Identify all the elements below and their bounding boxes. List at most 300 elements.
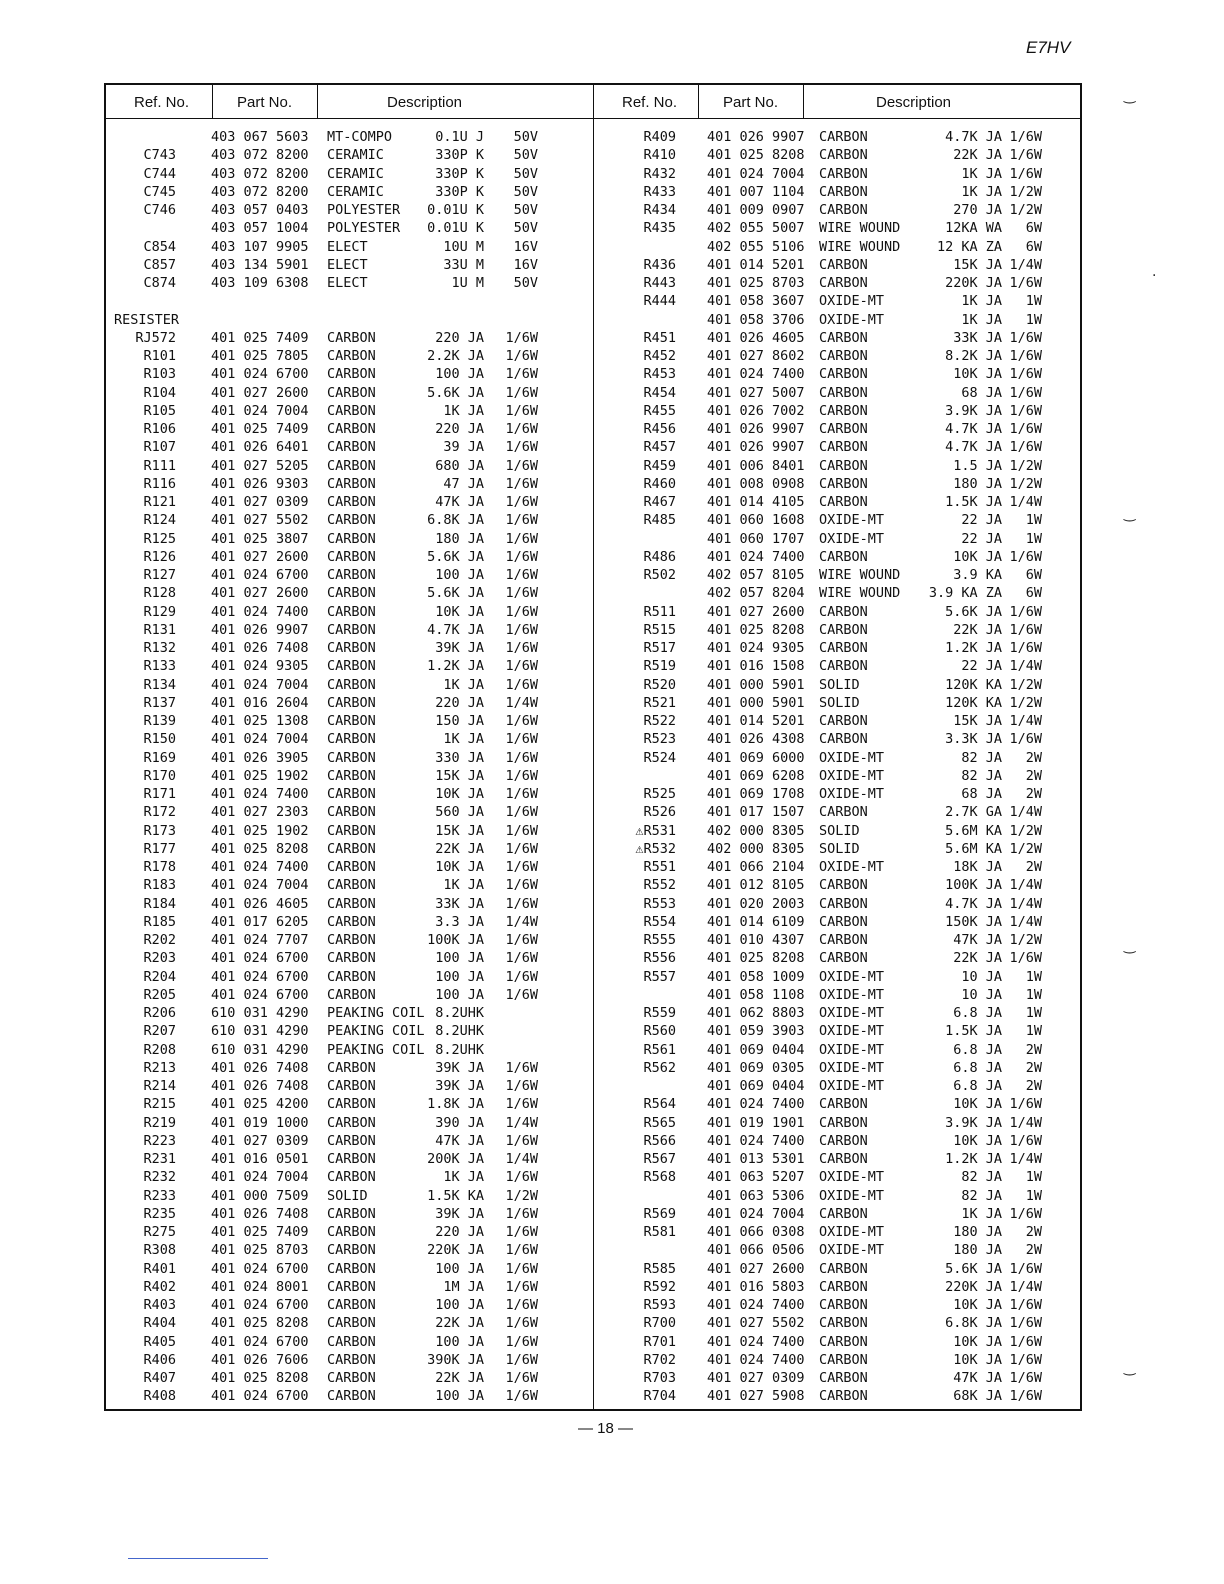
type: SOLID [819,822,860,839]
type: CARBON [819,950,868,967]
parts-row [622,895,1072,913]
part-no: 401 025 8208 [707,621,805,638]
parts-row [114,584,584,602]
part-no: 401 026 4605 [707,329,805,346]
parts-row [622,1351,1072,1369]
rating: 1/4W [1009,1278,1042,1295]
ref-no: C874 [143,275,176,291]
type: CARBON [819,1205,868,1222]
value: 330P K [435,147,484,164]
type: CARBON [819,1315,868,1332]
ref-no: RESISTER [114,311,180,328]
value: 10K JA [953,1297,1002,1313]
parts-row [622,165,1072,183]
part-no: 401 027 0309 [211,1132,309,1149]
ref-no: R443 [643,275,676,291]
part-no: 401 026 9907 [707,129,805,145]
parts-row [622,949,1072,967]
parts-row [622,1022,1072,1040]
parts-row [114,420,584,438]
value: 6.8 JA [953,1005,1002,1021]
part-no: 401 027 2600 [707,1260,805,1277]
value: 82 JA [961,1187,1002,1204]
header-divider [698,85,699,118]
value: 100 JA [435,567,484,583]
part-no: 401 019 1000 [211,1114,309,1131]
part-no: 401 025 1902 [211,767,309,784]
type: CARBON [327,786,376,802]
right-parts-rows [622,128,1072,1406]
rating: 1/2W [1009,694,1042,711]
ref-no: C854 [143,238,176,255]
part-no: 401 024 7004 [211,1169,309,1186]
value: 180 JA [953,1224,1002,1240]
part-no: 403 057 0403 [211,202,309,218]
value: 2.7K GA [945,804,1002,821]
type: CARBON [327,950,376,967]
ref-no: R125 [143,530,176,547]
rating: 50V [513,202,538,218]
value: 10K JA [953,548,1002,565]
part-no: 403 057 1004 [211,220,309,237]
ref-no: R703 [643,1370,676,1386]
ref-no: C743 [143,147,176,164]
value: 4.7K JA [945,129,1002,145]
ref-no: R208 [143,1041,176,1058]
rating: 1/6W [505,895,538,912]
type: CARBON [327,1242,376,1259]
ref-no: R402 [143,1278,176,1295]
type: CARBON [327,494,376,510]
part-no: 401 025 7805 [211,348,309,364]
parts-row [622,712,1072,730]
ref-no: R184 [143,895,176,912]
part-no: 401 026 7408 [211,1078,309,1094]
type: PEAKING COIL [327,1023,425,1040]
rating: 1/6W [505,767,538,784]
parts-row [622,183,1072,201]
value: 22K JA [435,1315,484,1332]
type: CARBON [327,530,376,547]
ref-no: R207 [143,1023,176,1040]
parts-row [114,511,584,529]
type: CARBON [819,256,868,273]
rating: 1/6W [1009,621,1042,638]
part-no: 402 055 5106 [707,238,805,255]
type: OXIDE-MT [819,1187,885,1204]
parts-row [114,822,584,840]
rating: 16V [513,256,538,273]
type: CARBON [819,457,868,474]
value: 150K JA [945,913,1002,930]
part-no: 401 069 0305 [707,1059,805,1076]
rating: 6W [1025,567,1042,583]
type: CARBON [819,348,868,364]
type: CARBON [327,713,376,729]
part-no: 402 055 5007 [707,220,805,237]
type: OXIDE-MT [819,1041,885,1058]
part-no: 401 069 6208 [707,767,805,784]
ref-no: R107 [143,439,176,456]
type: CARBON [327,457,376,474]
parts-row [622,730,1072,748]
rating: 1/6W [1009,1388,1042,1405]
type: CARBON [819,1297,868,1313]
ref-no: R232 [143,1169,176,1186]
parts-row [622,822,1072,840]
value: 10 JA [961,968,1002,985]
rating: 1/6W [505,402,538,419]
rating: 1/6W [1009,548,1042,565]
ref-no: R554 [643,913,676,930]
rating: 1/6W [505,1059,538,1076]
part-no: 401 025 3807 [211,530,309,547]
ref-no: C746 [143,202,176,218]
part-no: 401 066 0506 [707,1242,805,1259]
value: 680 JA [435,457,484,474]
parts-row [114,1077,584,1095]
value: 22K JA [953,950,1002,967]
ref-no: R203 [143,950,176,967]
type: CARBON [327,439,376,456]
parts-row [622,1004,1072,1022]
part-no: 401 026 9907 [707,421,805,437]
ref-no: R178 [143,859,176,875]
type: OXIDE-MT [819,293,885,310]
parts-row [622,384,1072,402]
ref-no: R457 [643,439,676,456]
part-no: 401 024 7004 [211,877,309,894]
part-no: 401 024 9305 [707,640,805,656]
type: CARBON [327,986,376,1003]
ref-no: R485 [643,512,676,529]
part-no: 401 069 0404 [707,1078,805,1094]
value: 10K JA [953,1096,1002,1113]
rating: 1/6W [505,1388,538,1405]
parts-row [114,219,584,237]
type: CARBON [327,621,376,638]
type: CARBON [819,439,868,456]
type: CARBON [327,366,376,383]
parts-row [114,1205,584,1223]
type: CARBON [819,165,868,182]
rating: 1/6W [505,1351,538,1368]
part-no: 401 024 7400 [707,548,805,565]
rating: 1W [1025,1169,1042,1186]
rating: 1/6W [505,457,538,474]
part-no: 401 058 1108 [707,986,805,1003]
ref-no: R170 [143,767,176,784]
type: CARBON [819,1333,868,1350]
parts-row [622,256,1072,274]
value: 1M JA [443,1278,484,1295]
parts-row [622,475,1072,493]
rating: 1/6W [505,840,538,857]
ref-no: R308 [143,1242,176,1259]
ref-no: R106 [143,421,176,437]
value: 33K JA [953,329,1002,346]
rating: 1/6W [1009,1351,1042,1368]
parts-row [622,1260,1072,1278]
value: 10K JA [435,786,484,802]
rating: 1/2W [505,1187,538,1204]
value: 0.01U K [427,220,484,237]
parts-row [622,1114,1072,1132]
part-no: 401 025 8703 [707,275,805,291]
parts-row [114,566,584,584]
parts-row [114,1223,584,1241]
value: 1K JA [443,1169,484,1186]
rating: 2W [1025,859,1042,875]
value: 100 JA [435,1297,484,1313]
rating: 1/6W [505,494,538,510]
part-no: 402 000 8305 [707,822,805,839]
part-no: 401 017 1507 [707,804,805,821]
part-no: 403 072 8200 [211,147,309,164]
parts-row [114,1351,584,1369]
value: 1U M [451,275,484,291]
parts-row [114,639,584,657]
type: CARBON [819,421,868,437]
value: 6.8 JA [953,1078,1002,1094]
ref-no: R172 [143,804,176,821]
value: 68 JA [961,384,1002,401]
value: 10K JA [435,603,484,620]
parts-row [622,548,1072,566]
part-no: 401 027 2600 [211,384,309,401]
value: 0.1U J [435,129,484,145]
ref-no: R502 [643,567,676,583]
rating: 1/6W [1009,731,1042,748]
value: 39 JA [443,439,484,456]
ref-no: R103 [143,366,176,383]
ref-no: R592 [643,1278,676,1295]
rating: 1/6W [1009,147,1042,164]
left-header-part: Part No. [237,94,293,111]
part-no: 401 024 6700 [211,950,309,967]
type: CARBON [327,731,376,748]
parts-row [622,1095,1072,1113]
ref-no: R704 [643,1388,676,1405]
value: 6.8 JA [953,1041,1002,1058]
value: 120K KA [945,676,1002,693]
part-no: 401 024 7004 [211,731,309,748]
ref-no: R562 [643,1059,676,1076]
ref-no: R526 [643,804,676,821]
parts-row [622,785,1072,803]
part-no: 401 024 6700 [211,567,309,583]
rating: 1/6W [505,658,538,675]
type: CARBON [327,676,376,693]
rating: 1/6W [1009,950,1042,967]
rating: 1/6W [505,1242,538,1259]
rating: 1/6W [1009,640,1042,656]
part-no: 401 000 7509 [211,1187,309,1204]
part-no: 401 025 1902 [211,822,309,839]
type: OXIDE-MT [819,1242,885,1259]
type: PEAKING COIL [327,1005,425,1021]
type: CARBON [819,895,868,912]
part-no: 401 024 8001 [211,1278,309,1295]
part-no: 401 027 5502 [707,1315,805,1332]
parts-row [622,858,1072,876]
part-no: 610 031 4290 [211,1041,309,1058]
type: CARBON [819,1351,868,1368]
rating: 1/6W [505,877,538,894]
value: 330P K [435,165,484,182]
left-header-desc: Description [387,94,463,111]
parts-row [622,1168,1072,1186]
part-no: 401 024 7707 [211,932,309,948]
parts-row [622,201,1072,219]
value: 3.9 KA ZA [928,585,1002,602]
type: CARBON [327,767,376,784]
rating: 2W [1025,767,1042,784]
ref-no: R700 [643,1315,676,1332]
parts-row [622,1278,1072,1296]
value: 1.2K JA [945,1151,1002,1167]
type: CARBON [327,1078,376,1094]
value: 82 JA [961,767,1002,784]
type: CARBON [327,1059,376,1076]
parts-row [622,1059,1072,1077]
value: 10U M [443,238,484,255]
type: CARBON [819,402,868,419]
value: 10K JA [953,1333,1002,1350]
rating: 1/6W [505,384,538,401]
ref-no: R515 [643,621,676,638]
page-number: — 18 — [578,1420,634,1437]
parts-row [622,1333,1072,1351]
value: 18K JA [953,859,1002,875]
part-no: 401 026 4308 [707,731,805,748]
value: 220 JA [435,421,484,437]
ref-no: R517 [643,640,676,656]
parts-row [114,1168,584,1186]
parts-row [622,238,1072,256]
type: CARBON [327,694,376,711]
value: 47K JA [435,494,484,510]
ref-no: R401 [143,1260,176,1277]
part-no: 401 025 7409 [211,329,309,346]
type: CARBON [819,275,868,291]
part-no: 401 026 7002 [707,402,805,419]
ref-no: ⚠R531 [635,822,676,839]
parts-row [114,913,584,931]
ref-no: R134 [143,676,176,693]
part-no: 401 014 6109 [707,913,805,930]
value: 5.6K JA [945,1260,1002,1277]
value: 1K JA [961,1205,1002,1222]
part-no: 401 014 4105 [707,494,805,510]
part-no: 401 069 6000 [707,749,805,766]
type: CARBON [327,567,376,583]
type: CARBON [327,804,376,821]
part-no: 401 024 7400 [707,1297,805,1313]
parts-row [114,1059,584,1077]
rating: 1/6W [1009,1297,1042,1313]
parts-row [622,292,1072,310]
rating: 1/2W [1009,822,1042,839]
rating: 1/6W [505,603,538,620]
type: CARBON [819,621,868,638]
ref-no: C745 [143,183,176,200]
right-header-part: Part No. [723,94,779,111]
part-no: 401 014 5201 [707,713,805,729]
ref-no: R129 [143,603,176,620]
margin-mark: · [1152,268,1157,284]
type: OXIDE-MT [819,767,885,784]
value: 1K JA [443,402,484,419]
part-no: 401 026 3905 [211,749,309,766]
part-no: 401 024 6700 [211,1297,309,1313]
parts-row [114,329,584,347]
rating: 1/6W [505,640,538,656]
parts-row [114,438,584,456]
value: 220 JA [435,329,484,346]
ref-no: R459 [643,457,676,474]
parts-row [114,1369,584,1387]
ref-no: R275 [143,1224,176,1240]
margin-mark: ‿ [1124,938,1136,954]
value: 8.2UHK [435,1023,484,1040]
part-no: 401 027 2600 [211,548,309,565]
parts-row [114,858,584,876]
parts-row [622,931,1072,949]
rating: 50V [513,129,538,145]
part-no: 401 025 8208 [707,950,805,967]
rating: 6W [1025,220,1042,237]
part-no: 401 024 7400 [707,1096,805,1113]
ref-no: R177 [143,840,176,857]
value: 1.5K JA [945,494,1002,510]
margin-mark: ‿ [1124,1360,1136,1376]
part-no: 401 058 1009 [707,968,805,985]
ref-no: R205 [143,986,176,1003]
ref-no: R139 [143,713,176,729]
ref-no: R121 [143,494,176,510]
rating: 1/2W [1009,457,1042,474]
value: 1K JA [961,183,1002,200]
part-no: 401 024 7400 [707,1132,805,1149]
rating: 1/6W [505,348,538,364]
rating: 1/6W [505,1297,538,1313]
parts-row [114,657,584,675]
ref-no: R557 [643,968,676,985]
part-no: 403 107 9905 [211,238,309,255]
rating: 1/6W [505,1278,538,1295]
type: CARBON [327,329,376,346]
part-no: 401 014 5201 [707,256,805,273]
part-no: 401 025 8703 [211,1242,309,1259]
rating: 1/6W [505,1078,538,1094]
ref-no: R511 [643,603,676,620]
parts-row [622,767,1072,785]
parts-row [114,785,584,803]
parts-row [622,128,1072,146]
rating: 1/6W [505,1132,538,1149]
value: 220K JA [945,1278,1002,1295]
rating: 1/6W [505,1224,538,1240]
rating: 1/6W [505,859,538,875]
type: CARBON [327,913,376,930]
ref-no: R124 [143,512,176,529]
value: 5.6K JA [427,585,484,602]
rating: 1/6W [505,822,538,839]
rating: 1/6W [1009,329,1042,346]
ref-no: R701 [643,1333,676,1350]
value: 8.2K JA [945,348,1002,364]
